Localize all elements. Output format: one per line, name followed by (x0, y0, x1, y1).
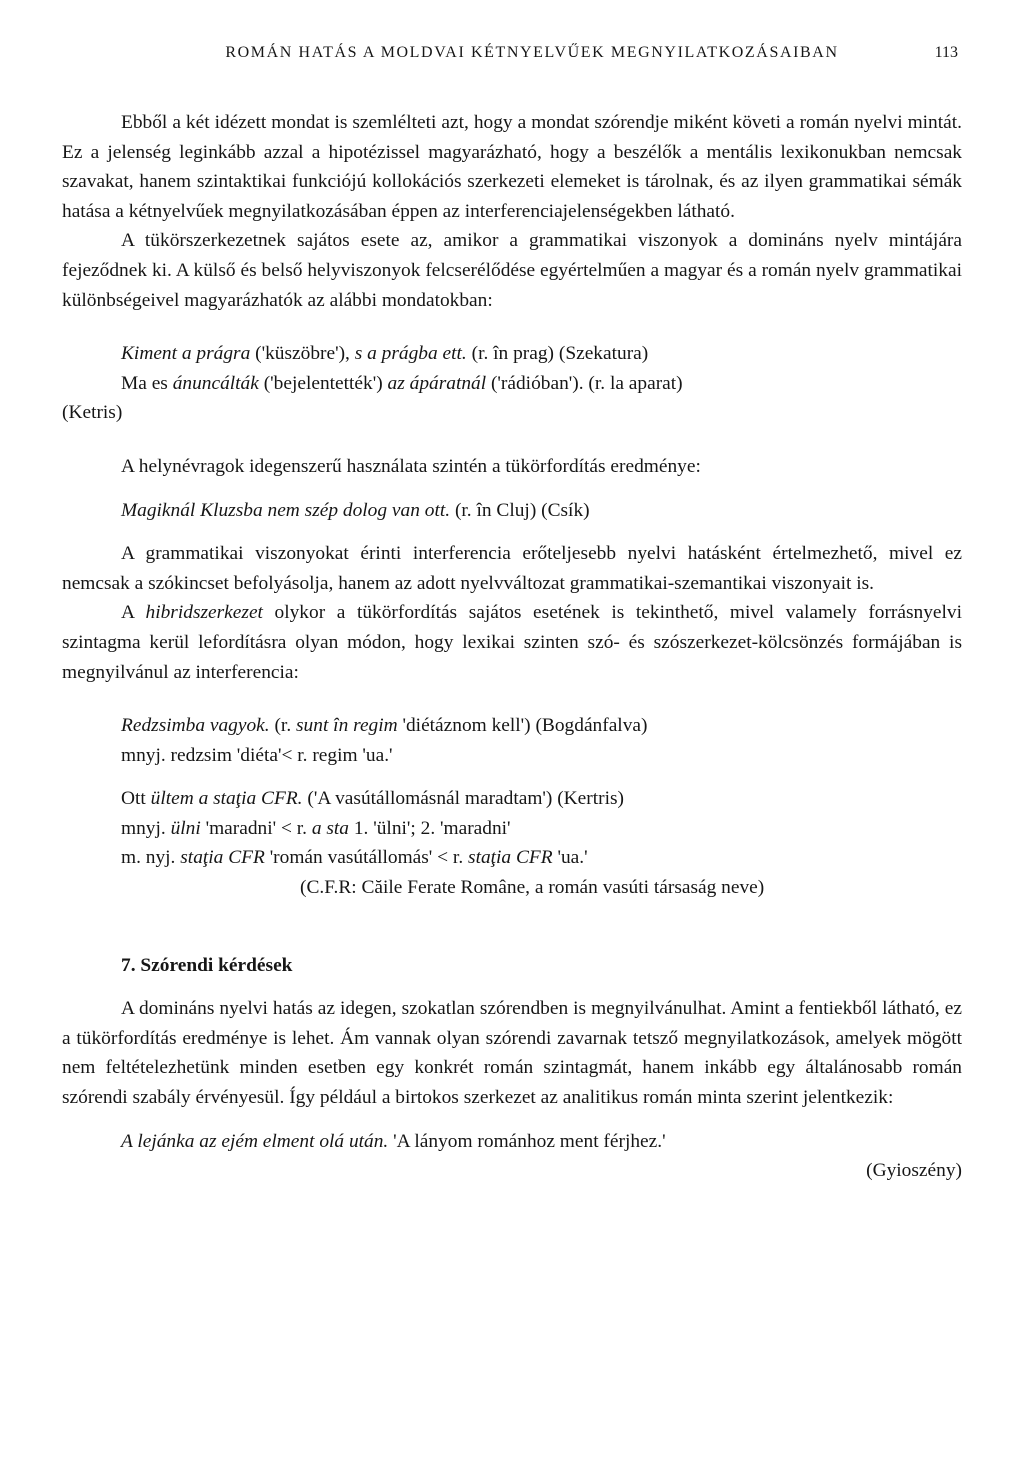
etymology-word: ülni (170, 817, 201, 839)
etymology-text: mnyj. (121, 817, 171, 839)
etymology-word: staţia CFR (180, 847, 265, 869)
etymology-text: m. nyj. (121, 847, 181, 869)
example-text: az ápáratnál (387, 372, 487, 394)
example-line (62, 369, 962, 399)
example-text: Ott (121, 788, 151, 810)
example-etymology (62, 814, 962, 844)
example-text: Redzsimba vagyok. (121, 715, 270, 737)
example-line (62, 1127, 962, 1157)
example-source: (Ketris) (62, 402, 123, 424)
term: hibridszerkezet (145, 602, 263, 624)
example-line (62, 711, 962, 741)
abbreviation-note: (C.F.R: Căile Ferate Române, a román vasúti társaság neve) (300, 877, 765, 899)
paragraph-text: olykor a tükörfordítás sajátos esetének is tekinthető, mivel valamely forrásnyelvi szintagma kerül lefordításra olyan módon, hogy lexikai szinten szó- és szószerkezet-kölcsönzés formájában is megnyilvánul az interferencia: (62, 602, 963, 683)
paragraph (62, 598, 962, 687)
example-line (62, 339, 962, 369)
example-source: (Gyioszény) (866, 1160, 962, 1182)
example-source: (r. în Cluj) (Csík) (450, 499, 590, 521)
paragraph: Ebből a két idézett mondat is szemlélteti azt, hogy a mondat szórendje miként követi a román nyelvi mintát. Ez a jelenség leginkább azzal a hipotézissel magyarázható, hogy a beszélők a mentális lexikonukban nemcsak szavakat, hanem szintaktikai funkciójú kollokációs szerkezeti elemeket is tárolnak, és az ilyen grammatikai sémák hatása a kétnyelvűek megnyilatkozásában éppen az interferenciajelenségekben látható. (62, 112, 962, 222)
example-etymology (62, 843, 962, 873)
etymology-text: 1. 'ülni'; 2. 'maradni' (349, 817, 511, 839)
example-gloss: ('küszöbre'), (250, 343, 355, 365)
example-gloss: 'A lányom románhoz ment férjhez.' (388, 1130, 666, 1152)
example-source: (r. în prag) (Szekatura) (466, 343, 649, 365)
etymology-word: staţia CFR (468, 847, 553, 869)
paragraph: A grammatikai viszonyokat érinti interferencia erőteljesebb nyelvi hatásként értelmezhető, mivel ez nemcsak a szókincset befolyásolja, hanem az adott nyelvváltozat grammatikai-szemantikai viszonyait is. (62, 543, 962, 594)
page-header (62, 44, 962, 74)
example-etymology: mnyj. redzsim 'diéta'< r. regim 'ua.' (121, 744, 393, 766)
example-text: ültem a staţia CFR. (150, 788, 303, 810)
etymology-text: 'ua.' (552, 847, 588, 869)
paragraph: A tükörszerkezetnek sajátos esete az, amikor a grammatikai viszonyok a domináns nyelv mintájára fejeződnek ki. A külső és belső helyviszonyok felcserélődése egyértelműen a magyar és a román nyelv grammatikai különbségeivel magyarázhatók az alábbi mondatokban: (62, 230, 962, 311)
example-text: sunt în regim (296, 715, 398, 737)
example-text: Ma es (121, 372, 173, 394)
example-text: Magiknál Kluzsba nem szép dolog van ott. (121, 499, 451, 521)
running-title: ROMÁN HATÁS A MOLDVAI KÉTNYELVŰEK MEGNYILATKOZÁSAIBAN (225, 44, 839, 61)
example-gloss: (r. (269, 715, 297, 737)
example-gloss: ('A vasútállomásnál maradtam') (Kertris) (302, 788, 624, 810)
page-body (62, 108, 962, 1186)
paragraph: A domináns nyelvi hatás az idegen, szokatlan szórendben is megnyilvánulhat. Amint a fentiekből látható, ez a tükörfordítás eredménye is lehet. Ám vannak olyan szórendi zavarnak tetsző megnyilatkozások, amelyek mögött nem feltételezhetünk minden esetben egy konkrét román szintagmát, hanem inkább egy általánosabb román szórendi szabály érvényesül. Így például a birtokos szerkezet az analitikus román minta szerint jelentkezik: (62, 998, 962, 1109)
example-text: s a prágba ett. (354, 343, 467, 365)
example-text: Kiment a prágra (121, 343, 251, 365)
example-gloss: 'diétáznom kell') (Bogdánfalva) (397, 715, 648, 737)
etymology-text: 'román vasútállomás' < r. (264, 847, 469, 869)
paragraph: A helynévragok idegenszerű használata szintén a tükörfordítás eredménye: (121, 455, 701, 477)
example-text: A lejánka az ejém elment olá után. (121, 1130, 389, 1152)
etymology-word: a sta (311, 817, 349, 839)
section-heading: 7. Szórendi kérdések (121, 954, 293, 976)
etymology-text: 'maradni' < r. (200, 817, 312, 839)
paragraph-text: A (121, 602, 146, 624)
example-line (62, 496, 962, 526)
example-gloss: ('bejelentették') (258, 372, 388, 394)
example-gloss: ('rádióban'). (r. la aparat) (486, 372, 683, 394)
example-text: ánuncálták (172, 372, 259, 394)
example-line (62, 784, 962, 814)
page-number: 113 (934, 44, 958, 61)
